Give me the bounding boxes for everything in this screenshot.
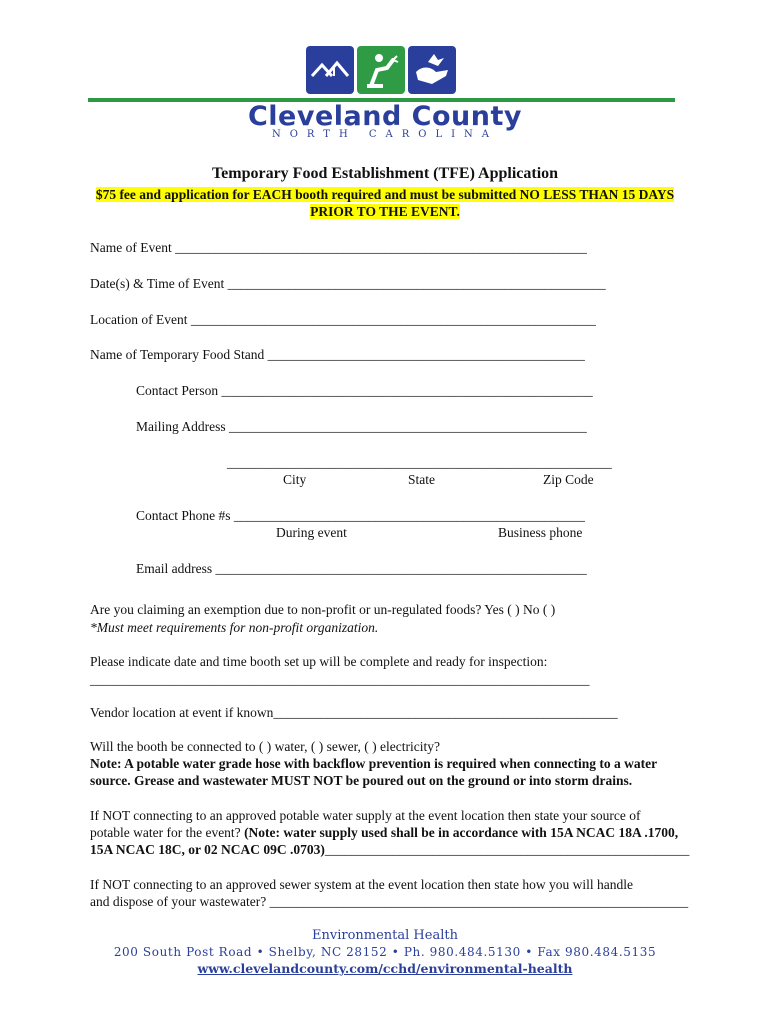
robot-arm-icon [357,46,405,94]
water-question-2-plain: potable water for the event? [90,825,245,840]
mailing-address-field[interactable]: Mailing Address _____________________________________________________ [136,419,587,434]
connect-question[interactable]: Will the booth be connected to ( ) water, ( ) sewer, ( ) electricity? [90,739,440,754]
water-question-2 [90,825,678,841]
water-question-1: If NOT connecting to an approved potable water supply at the event location then state your source of [90,808,641,823]
setup-question: Please indicate date and time booth set up will be complete and ready for inspection: [90,654,548,669]
city-label: City [283,472,307,487]
contact-person-field[interactable]: Contact Person _______________________________________________________ [136,383,593,398]
connect-note-1: Note: A potable water grade hose with backflow prevention is required when connecting to a water [90,756,658,771]
event-dates-field[interactable]: Date(s) & Time of Event ________________________________________________________ [90,276,606,291]
hand-dove-icon [408,46,456,94]
footer-url-link[interactable]: www.clevelandcounty.com/cchd/environmental-health [197,961,573,976]
connect-note-2: source. Grease and wastewater MUST NOT be poured out on the ground or into storm drains. [90,773,633,788]
event-name-field[interactable]: Name of Event _____________________________________________________________ [90,240,587,255]
vendor-location-field[interactable]: Vendor location at event if known___________________________________________________ [90,705,618,720]
logo-tile-hand [408,46,456,94]
water-question-3[interactable] [90,842,689,858]
event-location-field[interactable]: Location of Event ____________________________________________________________ [90,312,596,327]
fee-notice [55,186,715,220]
address-line-field[interactable]: _________________________________________________________ [227,455,612,470]
form-title: Temporary Food Establishment (TFE) Application [211,165,559,182]
brand-name: Cleveland County [247,101,523,132]
logo-tile-houses [306,46,354,94]
water-question-2-bold: (Note: water supply used shall be in accordance with 15A NCAC 18A .1700, [244,825,679,840]
footer-dept: Environmental Health [312,928,458,943]
sewer-question-1: If NOT connecting to an approved sewer system at the event location then state how you will handle [90,877,633,892]
stand-name-field[interactable]: Name of Temporary Food Stand _______________________________________________ [90,347,585,362]
logo-tile-robot [357,46,405,94]
setup-blank[interactable]: __________________________________________________________________________ [90,672,590,687]
contact-phone-field[interactable]: Contact Phone #s ____________________________________________________ [136,508,585,523]
zip-label: Zip Code [543,472,594,487]
state-label: State [408,472,435,487]
email-field[interactable]: Email address _______________________________________________________ [136,561,587,576]
water-source-blank[interactable]: ______________________________________________________ [324,842,690,857]
water-question-3-bold: 15A NCAC 18C, or 02 NCAC 09C .0703) [90,842,325,857]
exemption-note: *Must meet requirements for non-profit organization. [90,620,379,635]
fee-notice-line1: $75 fee and application for EACH booth required and must be submitted NO LESS THAN 15 DAYS [95,187,675,202]
business-phone-label: Business phone [498,525,583,540]
footer-address: 200 South Post Road • Shelby, NC 28152 • Ph. 980.484.5130 • Fax 980.484.5135 [113,945,657,959]
during-event-label: During event [276,525,347,540]
house-roofs-icon [306,46,354,94]
sewer-question-2[interactable]: and dispose of your wastewater? ______________________________________________________________ [90,894,689,909]
brand-state: NORTH CAROLINA [271,129,499,140]
exemption-question[interactable]: Are you claiming an exemption due to non-profit or un-regulated foods? Yes ( ) No ( ) [90,602,556,617]
fee-notice-line2: PRIOR TO THE EVENT. [310,204,460,219]
